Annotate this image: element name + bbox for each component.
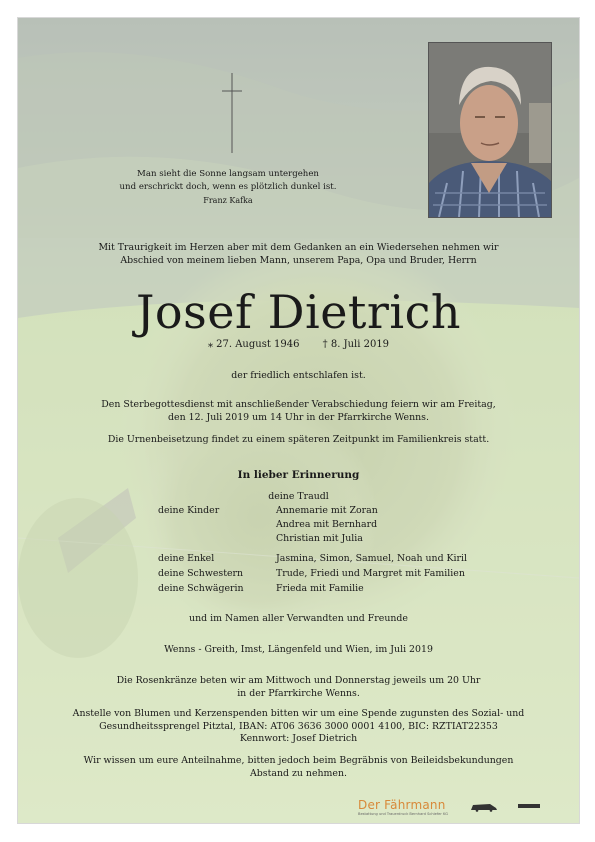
intro-line-1: Mit Traurigkeit im Herzen aber mit dem Gedanken an ein Wiedersehen nehmen wir [98,242,499,253]
quote-author: Franz Kafka [203,196,253,205]
deceased-name: Josef Dietrich [135,285,461,339]
thanks-line-1: Wir wissen um eure Anteilnahme, bitten jedoch beim Begräbnis von Beileidsbekundungen [83,755,514,766]
service-line-2: den 12. Juli 2019 um 14 Uhr in der Pfarrkirche Wenns. [168,411,429,423]
death-date: † 8. Juli 2019 [322,339,390,350]
car-icon [518,803,540,809]
intro-text [18,242,579,267]
rosary-line-1: Die Rosenkränze beten wir am Mittwoch und Donnerstag jeweils um 20 Uhr [116,675,481,686]
intro-line-2: Abschied von meinem lieben Mann, unserem Papa, Opa und Bruder, Herrn [120,254,477,266]
quote-line-1: Man sieht die Sonne langsam untergehen [137,169,319,179]
card-content [18,18,579,823]
hearse-icon [470,802,498,812]
place-date: Wenns - Greith, Imst, Längenfeld und Wien, im Juli 2019 [164,644,433,655]
birth-date: ⁎ 27. August 1946 [207,339,300,350]
inlaw: Frieda mit Familie [276,583,364,594]
donation-line-1: Anstelle von Blumen und Kerzenspenden bitten wir um eine Spende zugunsten des Sozial- und [72,708,525,719]
quote [18,168,438,207]
donation-line-3: Kennwort: Josef Dietrich [239,733,358,744]
child-2: Andrea mit Bernhard [276,519,378,530]
passed-text: der friedlich entschlafen ist. [231,370,366,381]
grandchildren: Jasmina, Simon, Samuel, Noah und Kiril [276,553,468,564]
grandchildren-label: deine Enkel [158,553,215,564]
cross-icon [222,73,242,153]
siblings-label: deine Schwestern [158,568,244,579]
portrait-photo [428,42,552,218]
child-1: Annemarie mit Zoran [276,505,378,516]
child-3: Christian mit Julia [276,533,363,544]
obituary-card [17,17,580,824]
donation-line-2: Gesundheitssprengel Pitztal, IBAN: AT06 3636 3000 0001 4100, BIC: RZTIAT22353 [99,720,498,732]
all-relatives: und im Namen aller Verwandten und Freunde [189,613,408,624]
donation-info [18,708,579,746]
siblings: Trude, Friedi und Margret mit Familien [276,568,465,579]
inlaw-label: deine Schwägerin [158,583,244,594]
memory-title: In lieber Erinnerung [237,469,360,481]
children-label: deine Kinder [158,505,220,516]
brand-subtitle: Bestattung und Trauerdruck Bernhard Schiefer KG [358,812,449,816]
brand-name: Der Fährmann [358,798,446,812]
funeral-home-logo [358,798,568,820]
thanks-line-2: Abstand zu nehmen. [250,767,347,779]
quote-line-2: und erschrickt doch, wenn es plötzlich dunkel ist. [119,182,337,192]
rosary-info [18,675,579,700]
service-line-1: Den Sterbegottesdienst mit anschließender Verabschiedung feiern wir am Freitag, [101,399,496,410]
condolence-note [18,755,579,780]
funeral-service [18,399,579,424]
spouse: deine Traudl [268,491,329,502]
urn-burial: Die Urnenbeisetzung findet zu einem späteren Zeitpunkt im Familienkreis statt. [107,434,490,445]
life-dates [18,339,579,352]
rosary-line-2: in der Pfarrkirche Wenns. [237,687,360,699]
